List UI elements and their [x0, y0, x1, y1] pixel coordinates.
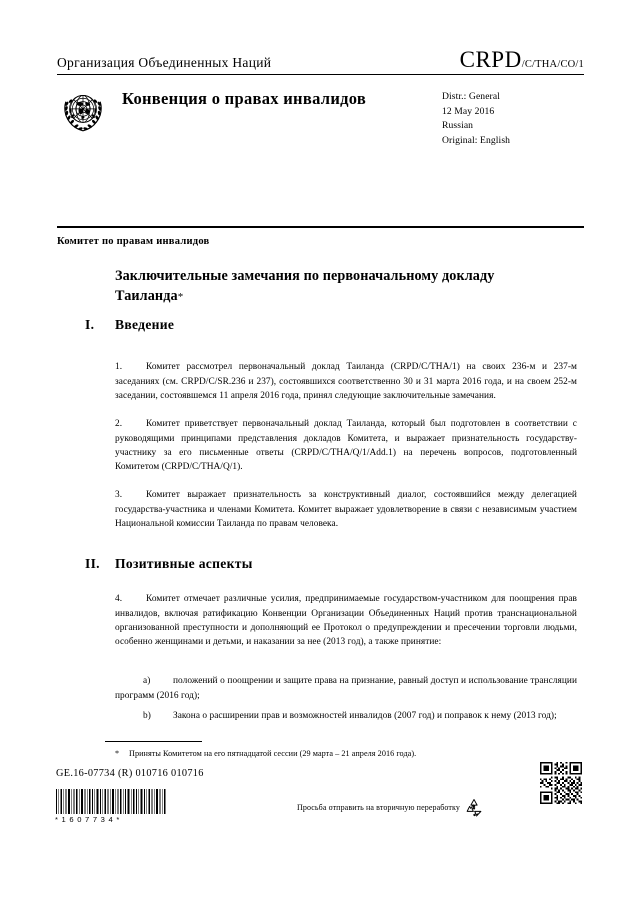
document-symbol-suffix: /C/THA/CO/1 [521, 59, 584, 70]
page-title-footnote-mark: * [177, 291, 184, 304]
paragraph-text: Комитет рассмотрел первоначальный доклад Таиланда (CRPD/C/THA/1) на своих 236-м и 237-м заседаниях (см. CRPD/C/SR.236 и 237), состоявшихся соответственно 30 и 31 марта 2016 года, и на своем 252-м заседании, состоявшемся 11 апреля 2016 года, принял следующие заключительные замечания. [115, 362, 577, 401]
subparagraph-text: Закона о расширении прав и возможностей инвалидов (2007 год) и поправок к нему (2013 год); [173, 711, 557, 722]
distr-date: 12 May 2016 [442, 105, 495, 117]
organization-name: Организация Объединенных Наций [57, 55, 272, 71]
section-heading-introduction [85, 317, 555, 333]
qr-code [538, 760, 584, 806]
barcode-bars-icon [55, 789, 167, 814]
section-title: Позитивные аспекты [115, 556, 253, 571]
paragraph-number: 1. [115, 362, 123, 373]
paragraph-1 [115, 360, 577, 403]
recycle-notice [297, 797, 484, 817]
subparagraph-a [115, 674, 577, 703]
paragraph-3 [115, 488, 577, 531]
footnote [115, 748, 565, 759]
distr-language: Russian [442, 120, 474, 132]
document-masthead [57, 48, 584, 148]
section-title: Введение [115, 317, 175, 332]
paragraph-text: Комитет приветствует первоначальный доклад Таиланда, который был подготовлен в соответствии с руководящими принципами представления докладов Комитета, и выражает признательность государству-участнику за его письменные ответы (CRPD/C/THA/Q/1/Add.1) на перечень вопросов, подготовленный Комитетом (CRPD/C/THA/Q/1). [115, 419, 577, 473]
body-top-rule [57, 226, 584, 228]
distr-line: Distr.: General [442, 91, 500, 102]
paragraph-number: 3. [115, 490, 123, 501]
barcode-digits: *1607734* [55, 815, 123, 824]
masthead-top-row [57, 48, 584, 71]
section-numeral: I. [85, 317, 95, 332]
document-symbol-main: CRPD [459, 47, 522, 72]
convention-title: Конвенция о правах инвалидов [122, 89, 367, 108]
paragraph-text: Комитет выражает признательность за конструктивный диалог, состоявшийся между делегацией государства-участника и членами Комитета. Комитет выражает удовлетворение в связи с независимым участием Национальной комиссии Таиланда по правам человека. [115, 490, 577, 529]
subparagraph-label: a) [143, 676, 151, 687]
paragraph-text: Комитет отмечает различные усилия, предпринимаемые государством-участником для поощрения прав инвалидов, включая ратификацию Конвенции Организации Объединенных Наций против транснациональной организованной преступности и дополняющий ее Протокол о предупреждении и пресечении торговли людьми, особенно женщинами и детьми, и наказании за нее (2013 год), а также принятие: [115, 594, 577, 648]
paragraph-2 [115, 417, 577, 474]
document-symbol [460, 48, 584, 71]
footnote-separator [105, 741, 202, 742]
section-heading-positive-aspects [85, 556, 555, 572]
subparagraph-label: b) [143, 711, 151, 722]
page-title [115, 266, 535, 306]
barcode [55, 789, 167, 824]
paragraph-4 [115, 592, 577, 649]
committee-name: Комитет по правам инвалидов [57, 236, 210, 247]
distribution-block [442, 84, 584, 148]
page-title-text: Заключительные замечания по первоначальному докладу Таиланда [115, 268, 495, 305]
recycle-text: Просьба отправить на вторичную переработку [297, 802, 460, 812]
footnote-text: Приняты Комитетом на его пятнадцатой сессии (29 марта – 21 апреля 2016 года). [129, 749, 417, 758]
distr-original: Original: English [442, 134, 511, 146]
job-number: GE.16-07734 (R) 010716 010716 [56, 768, 204, 779]
section-numeral: II. [85, 556, 100, 571]
footnote-mark: * [115, 749, 120, 758]
un-emblem-icon [57, 85, 109, 137]
paragraph-number: 4. [115, 594, 123, 605]
masthead-bottom-row [57, 84, 584, 148]
paragraph-number: 2. [115, 419, 123, 430]
subparagraph-b [115, 709, 577, 723]
recycle-icon [464, 797, 484, 817]
masthead-divider [57, 74, 584, 75]
subparagraph-text: положений о поощрении и защите права на признание, равный доступ и использование трансляции программ (2016 год); [115, 676, 577, 701]
